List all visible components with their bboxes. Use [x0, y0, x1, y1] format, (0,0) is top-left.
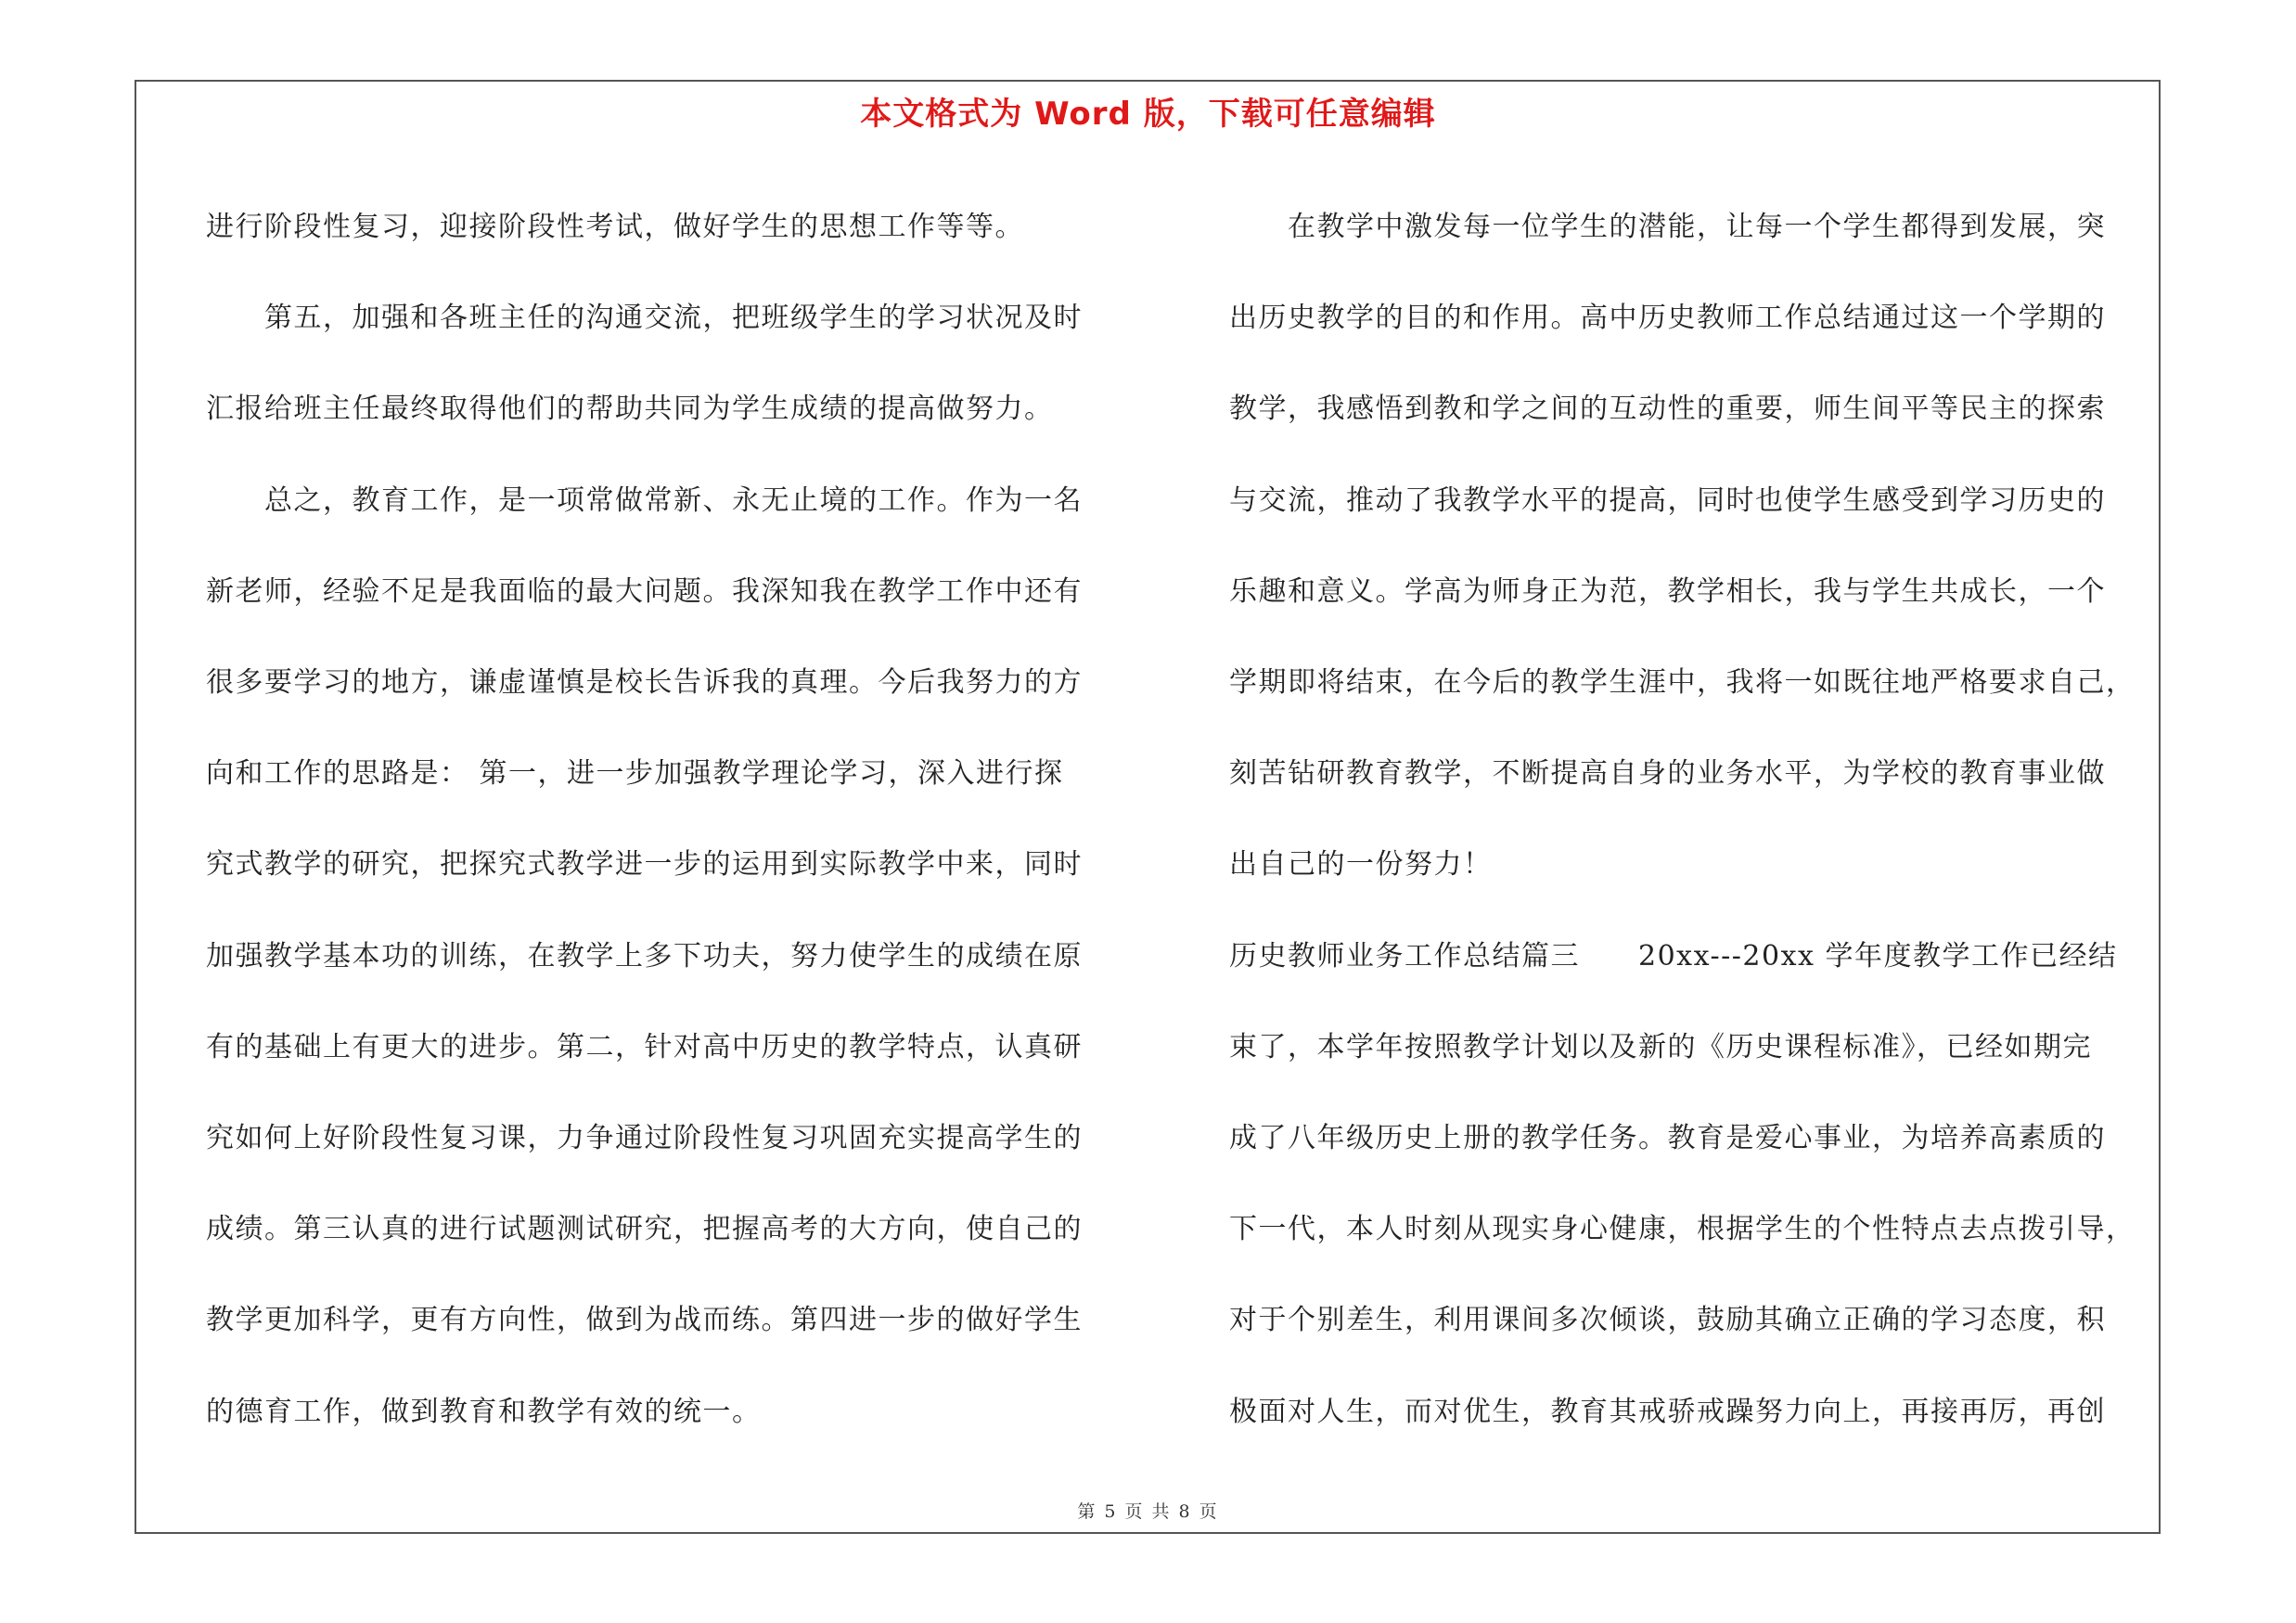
- text-line: 汇报给班主任最终取得他们的帮助共同为学生成绩的提高做努力。: [206, 393, 1054, 426]
- left-text-column: [206, 182, 1126, 1458]
- text-line: 历史教师业务工作总结篇三 20xx---20xx 学年度教学工作已经结: [1229, 939, 2118, 973]
- right-text-column: [1229, 182, 2149, 1458]
- text-line: 出自己的一份努力！: [1229, 848, 1493, 882]
- text-line: 教学，我感悟到教和学之间的互动性的重要，师生间平等民主的探索: [1229, 393, 2106, 426]
- text-line: 成了八年级历史上册的教学任务。教育是爱心事业，为培养高素质的: [1229, 1122, 2106, 1155]
- text-line: 在教学中激发每一位学生的潜能，让每一个学生都得到发展，突: [1229, 211, 2106, 243]
- text-line: 学期即将结束，在今后的教学生涯中，我将一如既往地严格要求自己，: [1229, 666, 2136, 700]
- text-line: 究如何上好阶段性复习课，力争通过阶段性复习巩固充实提高学生的: [206, 1122, 1083, 1155]
- page-number-footer: 第 5 页 共 8 页: [1077, 1501, 1219, 1522]
- text-line: 教学更加科学，更有方向性，做到为战而练。第四进一步的做好学生: [206, 1304, 1083, 1337]
- text-line: 进行阶段性复习，迎接阶段性考试，做好学生的思想工作等等。: [206, 211, 1024, 243]
- text-line: 乐趣和意义。学高为师身正为范，教学相长，我与学生共成长，一个: [1229, 574, 2106, 608]
- text-line: 第五，加强和各班主任的沟通交流，把班级学生的学习状况及时: [206, 302, 1083, 335]
- text-line: 束了，本学年按照教学计划以及新的《历史课程标准》，已经如期完: [1229, 1030, 2092, 1063]
- text-line: 刻苦钻研教育教学，不断提高自身的业务水平，为学校的教育事业做: [1229, 757, 2106, 791]
- text-line: 新老师，经验不足是我面临的最大问题。我深知我在教学工作中还有: [206, 574, 1083, 608]
- text-line: 总之，教育工作，是一项常做常新、永无止境的工作。作为一名: [206, 483, 1083, 517]
- text-line: 很多要学习的地方，谦虚谨慎是校长告诉我的真理。今后我努力的方: [206, 666, 1083, 700]
- text-line: 有的基础上有更大的进步。第二，针对高中历史的教学特点，认真研: [206, 1030, 1083, 1063]
- text-line: 极面对人生，而对优生，教育其戒骄戒躁努力向上，再接再厉，再创: [1229, 1395, 2106, 1428]
- text-line: 下一代，本人时刻从现实身心健康，根据学生的个性特点去点拨引导，: [1229, 1213, 2136, 1246]
- text-line: 究式教学的研究，把探究式教学进一步的运用到实际教学中来，同时: [206, 848, 1083, 882]
- text-line: 与交流，推动了我教学水平的提高，同时也使学生感受到学习历史的: [1229, 483, 2106, 517]
- header-banner: 本文格式为 Word 版，下载可任意编辑: [860, 96, 1436, 133]
- text-line: 向和工作的思路是： 第一，进一步加强教学理论学习，深入进行探: [206, 757, 1064, 791]
- text-line: 出历史教学的目的和作用。高中历史教师工作总结通过这一个学期的: [1229, 302, 2106, 335]
- text-line: 加强教学基本功的训练，在教学上多下功夫，努力使学生的成绩在原: [206, 939, 1083, 973]
- text-line: 对于个别差生，利用课间多次倾谈，鼓励其确立正确的学习态度，积: [1229, 1304, 2106, 1337]
- text-line: 成绩。第三认真的进行试题测试研究，把握高考的大方向，使自己的: [206, 1213, 1083, 1246]
- text-line: 的德育工作，做到教育和教学有效的统一。: [206, 1395, 762, 1428]
